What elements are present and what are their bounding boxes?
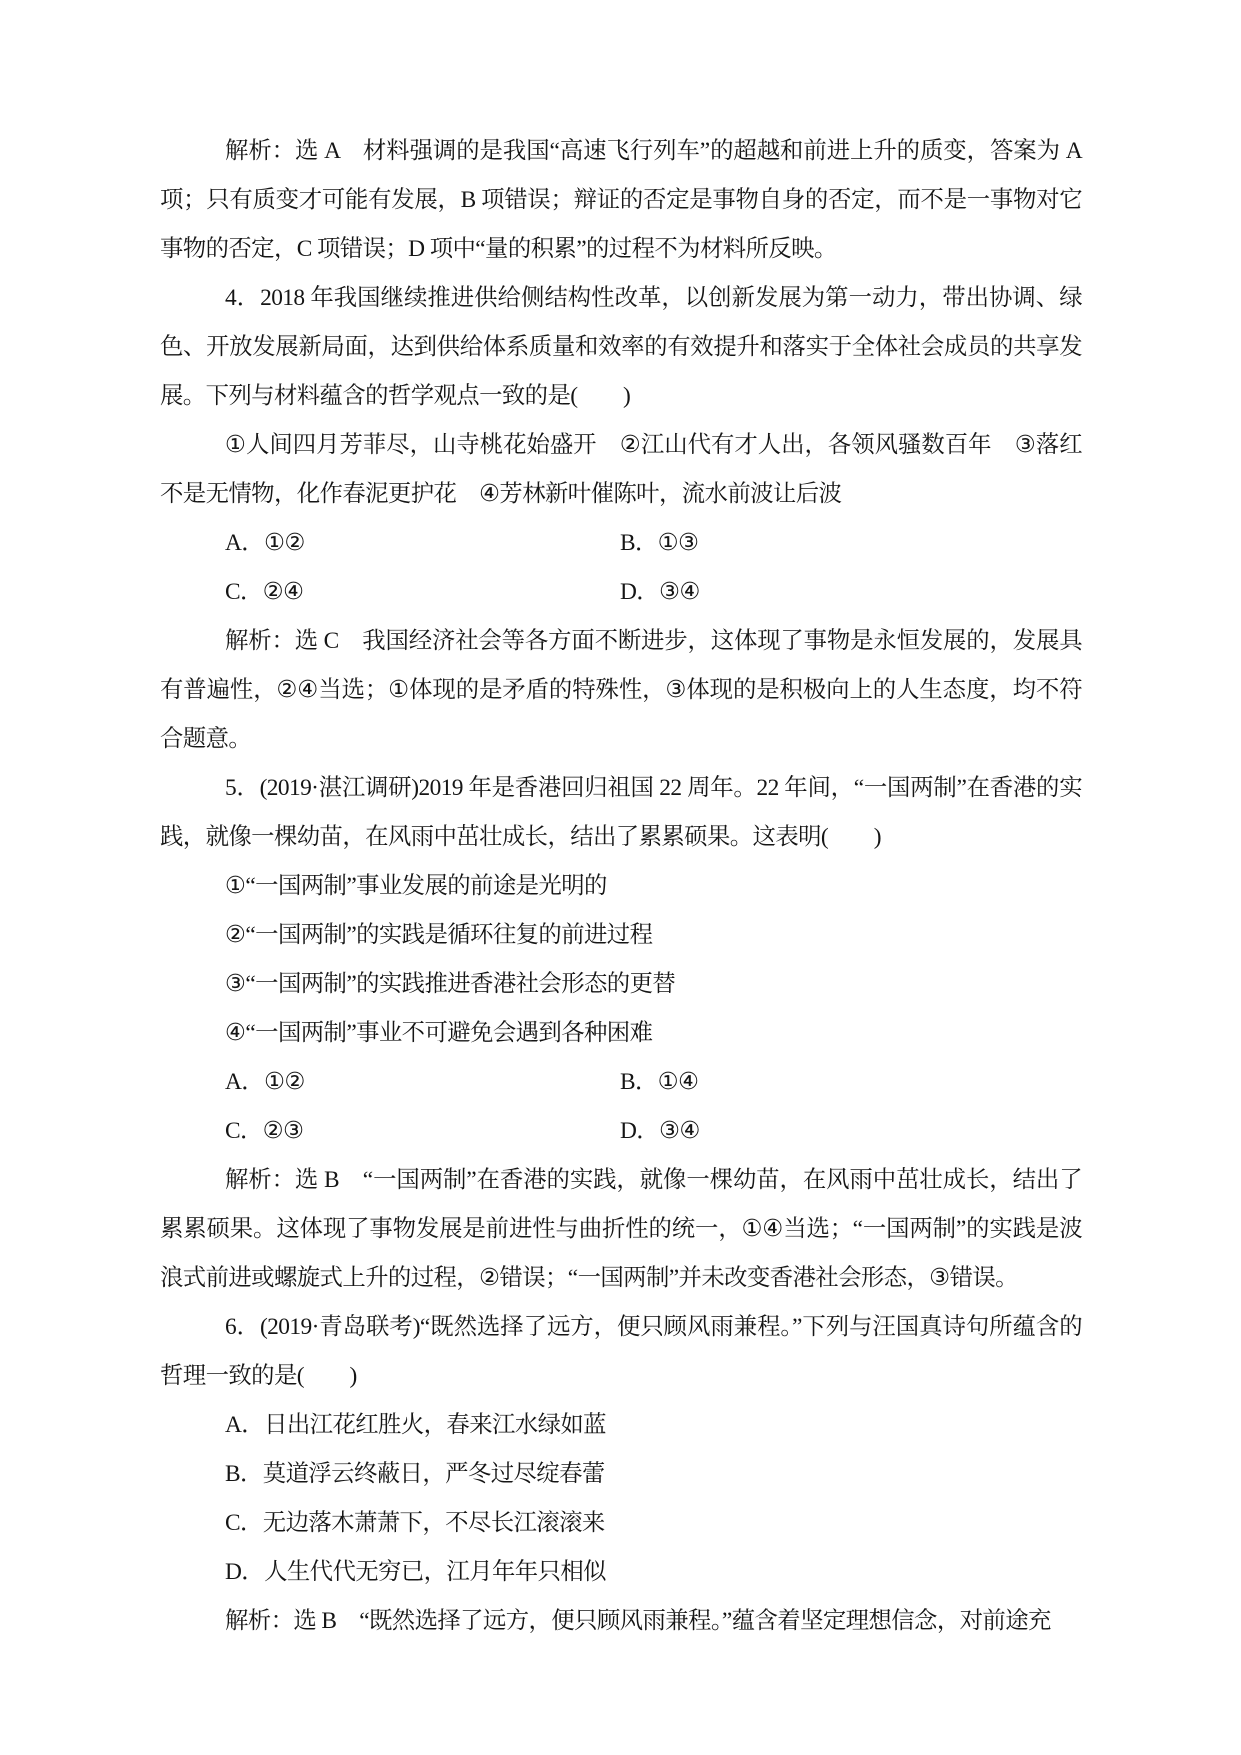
option-b: B．①④	[620, 1069, 699, 1095]
question-6-option-d: D．人生代代无穷已，江月年年只相似	[225, 1559, 606, 1585]
analysis-q5: 解析：选 B “一国两制”在香港的实践，就像一棵幼苗，在风雨中茁壮成长，结出了累累硕果。这体现了事物发展是前进性与曲折性的统一，①④当选；“一国两制”的实践是波浪式前进或螺旋式上升的过程，②错误；“一国两制”并未改变香港社会形态，③错误。	[160, 1167, 1082, 1291]
question-4-options-row-2	[160, 568, 1082, 617]
question-6-option-c: C．无边落木萧萧下，不尽长江滚滚来	[225, 1510, 605, 1536]
option-d: D．③④	[620, 579, 700, 605]
question-6-option-b: B．莫道浮云终蔽日，严冬过尽绽春蕾	[225, 1461, 605, 1487]
option-a: A．①②	[225, 1069, 305, 1095]
question-5-stem: 5．(2019·湛江调研)2019 年是香港回归祖国 22 周年。22 年间，“一国两制”在香港的实践，就像一棵幼苗，在风雨中茁壮成长，结出了累累硕果。这表明( )	[160, 775, 1082, 850]
question-5-item-2: ②“一国两制”的实践是循环往复的前进过程	[225, 922, 653, 948]
option-a: A．①②	[225, 530, 305, 556]
option-d: D．③④	[620, 1118, 700, 1144]
question-4-options-row-1	[160, 519, 1082, 568]
question-5-item-3: ③“一国两制”的实践推进香港社会形态的更替	[225, 971, 676, 997]
question-5-options-row-2	[160, 1107, 1082, 1156]
question-5-item-4: ④“一国两制”事业不可避免会遇到各种困难	[225, 1020, 653, 1046]
option-c: C．②④	[225, 579, 304, 605]
option-c: C．②③	[225, 1118, 304, 1144]
question-4-stem: 4．2018 年我国继续推进供给侧结构性改革，以创新发展为第一动力，带出协调、绿色、开放发展新局面，达到供给体系质量和效率的有效提升和落实于全体社会成员的共享发展。下列与材料蕴含的哲学观点一致的是( )	[160, 285, 1082, 409]
analysis-q4: 解析：选 C 我国经济社会等各方面不断进步，这体现了事物是永恒发展的，发展具有普遍性，②④当选；①体现的是矛盾的特殊性，③体现的是积极向上的人生态度，均不符合题意。	[160, 628, 1082, 752]
question-6-stem: 6．(2019·青岛联考)“既然选择了远方，便只顾风雨兼程。”下列与汪国真诗句所蕴含的哲理一致的是( )	[160, 1314, 1082, 1389]
question-6-option-a: A．日出江花红胜火，春来江水绿如蓝	[225, 1412, 606, 1438]
option-b: B．①③	[620, 530, 699, 556]
question-5-options-row-1	[160, 1058, 1082, 1107]
analysis-q6: 解析：选 B “既然选择了远方，便只顾风雨兼程。”蕴含着坚定理想信念，对前途充	[225, 1608, 1051, 1634]
analysis-q3: 解析：选 A 材料强调的是我国“高速飞行列车”的超越和前进上升的质变，答案为 A 项；只有质变才可能有发展，B 项错误；辩证的否定是事物自身的否定，而不是一事物对它事物的否定，C 项错误；D 项中“量的积累”的过程不为材料所反映。	[160, 138, 1082, 262]
question-4-items: ①人间四月芳菲尽，山寺桃花始盛开 ②江山代有才人出，各领风骚数百年 ③落红不是无情物，化作春泥更护花 ④芳林新叶催陈叶，流水前波让后波	[160, 432, 1082, 507]
question-5-item-1: ①“一国两制”事业发展的前途是光明的	[225, 873, 607, 899]
